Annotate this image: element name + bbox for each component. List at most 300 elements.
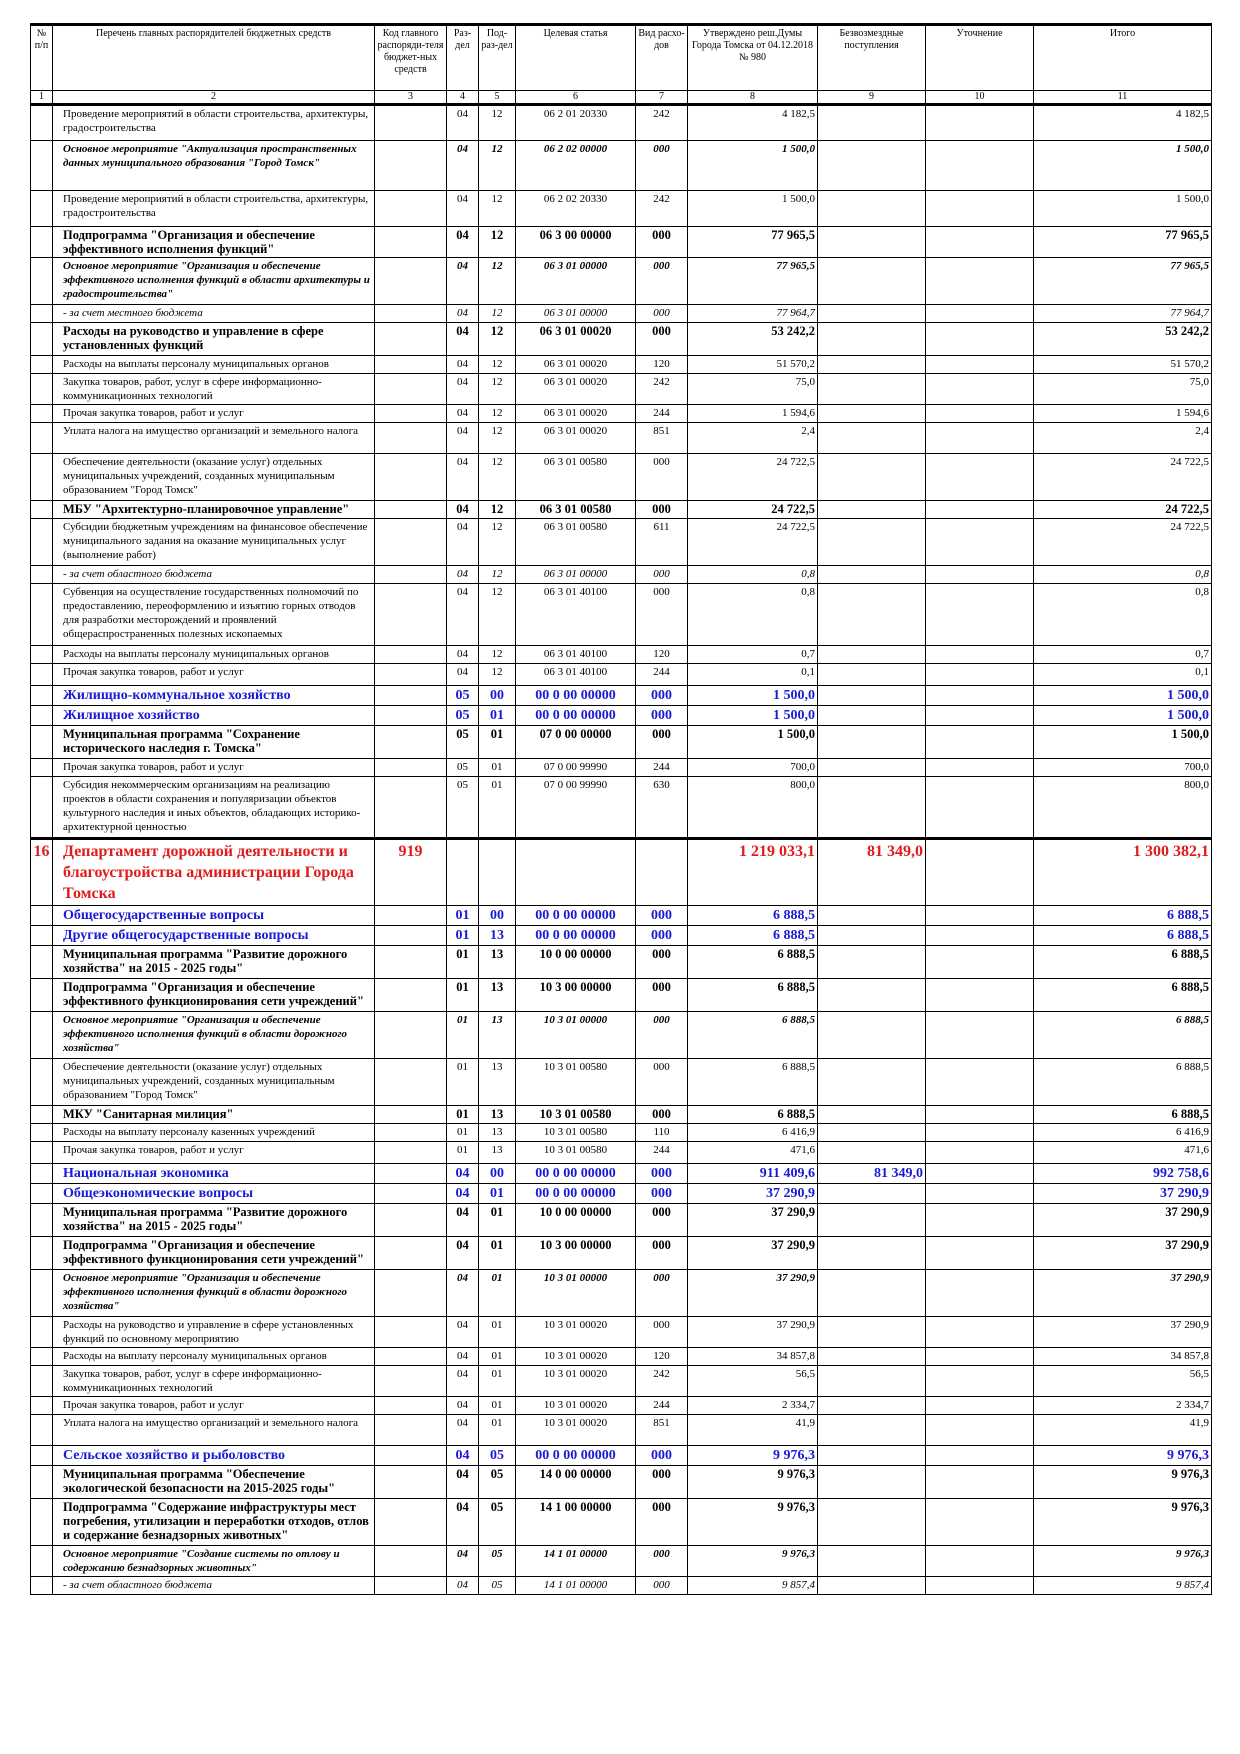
subsection-code: 01 bbox=[479, 759, 516, 777]
gr-code bbox=[375, 1237, 447, 1270]
approved-amount: 6 888,5 bbox=[688, 1012, 818, 1059]
subsection-code: 01 bbox=[479, 1366, 516, 1397]
gr-code bbox=[375, 646, 447, 664]
adjustment-amount bbox=[926, 423, 1034, 454]
adjustment-amount bbox=[926, 1124, 1034, 1142]
row-name: Прочая закупка товаров, работ и услуг bbox=[53, 405, 375, 423]
expense-type: 000 bbox=[636, 323, 688, 356]
adjustment-amount bbox=[926, 258, 1034, 305]
approved-amount: 9 976,3 bbox=[688, 1466, 818, 1499]
row-number bbox=[31, 105, 53, 141]
table-row bbox=[31, 519, 1212, 566]
row-name: Основное мероприятие "Актуализация пространственных данных муниципального образования "Город Томск" bbox=[53, 141, 375, 191]
section-code: 04 bbox=[447, 1204, 479, 1237]
section-code: 04 bbox=[447, 191, 479, 227]
subsection-code: 12 bbox=[479, 566, 516, 584]
expense-type: 611 bbox=[636, 519, 688, 566]
table-row bbox=[31, 1446, 1212, 1466]
row-name: Департамент дорожной деятельности и благоустройства администрации Города Томска bbox=[53, 839, 375, 906]
expense-type: 242 bbox=[636, 1366, 688, 1397]
total-amount: 37 290,9 bbox=[1034, 1317, 1212, 1348]
expense-type: 630 bbox=[636, 777, 688, 839]
row-number bbox=[31, 1237, 53, 1270]
grant-amount bbox=[818, 1577, 926, 1595]
approved-amount: 75,0 bbox=[688, 374, 818, 405]
column-number: 3 bbox=[375, 91, 447, 105]
row-number bbox=[31, 1106, 53, 1124]
grant-amount bbox=[818, 1466, 926, 1499]
expense-type: 244 bbox=[636, 759, 688, 777]
total-amount: 9 976,3 bbox=[1034, 1446, 1212, 1466]
expense-type: 000 bbox=[636, 1577, 688, 1595]
subsection-code: 12 bbox=[479, 105, 516, 141]
target-article: 10 3 01 00020 bbox=[516, 1317, 636, 1348]
gr-code bbox=[375, 686, 447, 706]
approved-amount: 1 500,0 bbox=[688, 191, 818, 227]
row-number bbox=[31, 356, 53, 374]
approved-amount: 34 857,8 bbox=[688, 1348, 818, 1366]
target-article bbox=[516, 839, 636, 906]
section-code: 01 bbox=[447, 926, 479, 946]
subsection-code: 01 bbox=[479, 706, 516, 726]
row-name: Основное мероприятие "Создание системы по отлову и содержанию безнадзорных животных" bbox=[53, 1546, 375, 1577]
grant-amount bbox=[818, 1446, 926, 1466]
target-article: 14 1 00 00000 bbox=[516, 1499, 636, 1546]
section-code: 04 bbox=[447, 1317, 479, 1348]
row-number bbox=[31, 584, 53, 646]
header-cell: Безвозмездные поступления bbox=[818, 25, 926, 91]
header-cell: № п/п bbox=[31, 25, 53, 91]
subsection-code: 01 bbox=[479, 1184, 516, 1204]
adjustment-amount bbox=[926, 105, 1034, 141]
expense-type: 000 bbox=[636, 566, 688, 584]
grant-amount bbox=[818, 227, 926, 258]
target-article: 10 0 00 00000 bbox=[516, 946, 636, 979]
subsection-code bbox=[479, 839, 516, 906]
gr-code bbox=[375, 258, 447, 305]
section-code: 05 bbox=[447, 706, 479, 726]
table-row bbox=[31, 1466, 1212, 1499]
target-article: 06 3 01 00580 bbox=[516, 501, 636, 519]
section-code: 04 bbox=[447, 323, 479, 356]
row-name: Основное мероприятие "Организация и обеспечение эффективного исполнения функций в области дорожного хозяйства" bbox=[53, 1270, 375, 1317]
total-amount: 77 965,5 bbox=[1034, 227, 1212, 258]
row-number bbox=[31, 1546, 53, 1577]
section-code: 04 bbox=[447, 105, 479, 141]
expense-type: 000 bbox=[636, 454, 688, 501]
row-name: Обеспечение деятельности (оказание услуг) отдельных муниципальных учреждений, созданных муниципальным образованием "Город Томск" bbox=[53, 454, 375, 501]
target-article: 00 0 00 00000 bbox=[516, 1164, 636, 1184]
subsection-code: 12 bbox=[479, 519, 516, 566]
section-code: 04 bbox=[447, 227, 479, 258]
total-amount: 6 888,5 bbox=[1034, 926, 1212, 946]
adjustment-amount bbox=[926, 566, 1034, 584]
table-row bbox=[31, 105, 1212, 141]
grant-amount bbox=[818, 664, 926, 686]
target-article: 10 0 00 00000 bbox=[516, 1204, 636, 1237]
subsection-code: 01 bbox=[479, 1204, 516, 1237]
row-name: Уплата налога на имущество организаций и земельного налога bbox=[53, 1415, 375, 1446]
row-name: Расходы на руководство и управление в сфере установленных функций bbox=[53, 323, 375, 356]
gr-code bbox=[375, 1317, 447, 1348]
grant-amount bbox=[818, 141, 926, 191]
expense-type: 242 bbox=[636, 374, 688, 405]
row-number bbox=[31, 454, 53, 501]
grant-amount bbox=[818, 686, 926, 706]
table-row bbox=[31, 1237, 1212, 1270]
subsection-code: 13 bbox=[479, 1142, 516, 1164]
column-number: 9 bbox=[818, 91, 926, 105]
target-article: 10 3 00 00000 bbox=[516, 1237, 636, 1270]
approved-amount: 1 500,0 bbox=[688, 686, 818, 706]
adjustment-amount bbox=[926, 726, 1034, 759]
expense-type: 120 bbox=[636, 1348, 688, 1366]
table-row bbox=[31, 227, 1212, 258]
row-number bbox=[31, 1577, 53, 1595]
section-code: 04 bbox=[447, 141, 479, 191]
grant-amount bbox=[818, 1124, 926, 1142]
row-number bbox=[31, 946, 53, 979]
budget-table-sheet bbox=[30, 23, 1211, 1595]
expense-type: 000 bbox=[636, 1012, 688, 1059]
total-amount: 1 500,0 bbox=[1034, 686, 1212, 706]
expense-type: 000 bbox=[636, 1184, 688, 1204]
target-article: 06 3 01 40100 bbox=[516, 584, 636, 646]
subsection-code: 00 bbox=[479, 906, 516, 926]
gr-code bbox=[375, 1164, 447, 1184]
row-name: МБУ "Архитектурно-планировочное управление" bbox=[53, 501, 375, 519]
target-article: 00 0 00 00000 bbox=[516, 926, 636, 946]
table-row bbox=[31, 454, 1212, 501]
approved-amount: 77 965,5 bbox=[688, 258, 818, 305]
gr-code bbox=[375, 191, 447, 227]
approved-amount: 1 500,0 bbox=[688, 141, 818, 191]
section-code: 04 bbox=[447, 405, 479, 423]
grant-amount bbox=[818, 1397, 926, 1415]
adjustment-amount bbox=[926, 191, 1034, 227]
table-row bbox=[31, 191, 1212, 227]
row-number bbox=[31, 1012, 53, 1059]
gr-code bbox=[375, 423, 447, 454]
table-row bbox=[31, 906, 1212, 926]
table-row bbox=[31, 759, 1212, 777]
adjustment-amount bbox=[926, 979, 1034, 1012]
section-code: 01 bbox=[447, 979, 479, 1012]
table-row bbox=[31, 305, 1212, 323]
row-name: Проведение мероприятий в области строительства, архитектуры, градостроительства bbox=[53, 191, 375, 227]
expense-type: 000 bbox=[636, 501, 688, 519]
target-article: 00 0 00 00000 bbox=[516, 686, 636, 706]
gr-code bbox=[375, 566, 447, 584]
table-row bbox=[31, 258, 1212, 305]
total-amount: 6 888,5 bbox=[1034, 1059, 1212, 1106]
grant-amount bbox=[818, 946, 926, 979]
gr-code bbox=[375, 1366, 447, 1397]
target-article: 10 3 01 00020 bbox=[516, 1397, 636, 1415]
approved-amount: 0,1 bbox=[688, 664, 818, 686]
total-amount: 6 888,5 bbox=[1034, 1106, 1212, 1124]
section-code: 04 bbox=[447, 1415, 479, 1446]
header-cell: Перечень главных распорядителей бюджетных средств bbox=[53, 25, 375, 91]
section-code: 04 bbox=[447, 584, 479, 646]
expense-type bbox=[636, 839, 688, 906]
total-amount: 9 857,4 bbox=[1034, 1577, 1212, 1595]
gr-code bbox=[375, 946, 447, 979]
subsection-code: 13 bbox=[479, 946, 516, 979]
subsection-code: 00 bbox=[479, 1164, 516, 1184]
grant-amount bbox=[818, 1317, 926, 1348]
row-number bbox=[31, 191, 53, 227]
adjustment-amount bbox=[926, 906, 1034, 926]
total-amount: 2,4 bbox=[1034, 423, 1212, 454]
approved-amount: 6 888,5 bbox=[688, 979, 818, 1012]
section-code: 04 bbox=[447, 1466, 479, 1499]
adjustment-amount bbox=[926, 1106, 1034, 1124]
total-amount: 24 722,5 bbox=[1034, 519, 1212, 566]
subsection-code: 12 bbox=[479, 227, 516, 258]
adjustment-amount bbox=[926, 1237, 1034, 1270]
row-number bbox=[31, 726, 53, 759]
subsection-code: 13 bbox=[479, 926, 516, 946]
adjustment-amount bbox=[926, 1499, 1034, 1546]
adjustment-amount bbox=[926, 501, 1034, 519]
row-name: Основное мероприятие "Организация и обеспечение эффективного исполнения функций в области архитектуры и градостроительства" bbox=[53, 258, 375, 305]
section-code: 04 bbox=[447, 305, 479, 323]
total-amount: 37 290,9 bbox=[1034, 1184, 1212, 1204]
table-row bbox=[31, 584, 1212, 646]
grant-amount bbox=[818, 584, 926, 646]
section-code: 01 bbox=[447, 906, 479, 926]
total-amount: 800,0 bbox=[1034, 777, 1212, 839]
total-amount: 6 416,9 bbox=[1034, 1124, 1212, 1142]
row-name: Муниципальная программа "Сохранение исторического наследия г. Томска" bbox=[53, 726, 375, 759]
section-code: 04 bbox=[447, 374, 479, 405]
approved-amount: 1 219 033,1 bbox=[688, 839, 818, 906]
row-name: Прочая закупка товаров, работ и услуг bbox=[53, 759, 375, 777]
grant-amount bbox=[818, 759, 926, 777]
grant-amount bbox=[818, 1415, 926, 1446]
grant-amount bbox=[818, 258, 926, 305]
grant-amount bbox=[818, 1012, 926, 1059]
expense-type: 000 bbox=[636, 1317, 688, 1348]
row-name: Расходы на руководство и управление в сфере установленных функций по основному мероприятию bbox=[53, 1317, 375, 1348]
target-article: 06 3 01 00580 bbox=[516, 454, 636, 501]
approved-amount: 24 722,5 bbox=[688, 519, 818, 566]
total-amount: 1 500,0 bbox=[1034, 191, 1212, 227]
header-cell: Утверждено реш.Думы Города Томска от 04.12.2018 № 980 bbox=[688, 25, 818, 91]
row-name: Подпрограмма "Организация и обеспечение эффективного функционирования сети учреждений" bbox=[53, 1237, 375, 1270]
approved-amount: 24 722,5 bbox=[688, 454, 818, 501]
row-number bbox=[31, 759, 53, 777]
gr-code bbox=[375, 323, 447, 356]
row-name: - за счет местного бюджета bbox=[53, 305, 375, 323]
approved-amount: 37 290,9 bbox=[688, 1237, 818, 1270]
section-code: 01 bbox=[447, 1106, 479, 1124]
row-name: Сельское хозяйство и рыболовство bbox=[53, 1446, 375, 1466]
grant-amount bbox=[818, 374, 926, 405]
gr-code bbox=[375, 1466, 447, 1499]
section-code: 01 bbox=[447, 946, 479, 979]
section-code: 04 bbox=[447, 664, 479, 686]
approved-amount: 37 290,9 bbox=[688, 1204, 818, 1237]
column-number: 7 bbox=[636, 91, 688, 105]
target-article: 10 3 01 00580 bbox=[516, 1106, 636, 1124]
grant-amount bbox=[818, 1348, 926, 1366]
expense-type: 244 bbox=[636, 405, 688, 423]
subsection-code: 13 bbox=[479, 1059, 516, 1106]
header-row bbox=[31, 25, 1212, 91]
row-name: Подпрограмма "Организация и обеспечение эффективного исполнения функций" bbox=[53, 227, 375, 258]
row-name: - за счет областного бюджета bbox=[53, 566, 375, 584]
subsection-code: 13 bbox=[479, 1124, 516, 1142]
row-number bbox=[31, 423, 53, 454]
row-number bbox=[31, 1164, 53, 1184]
approved-amount: 9 857,4 bbox=[688, 1577, 818, 1595]
adjustment-amount bbox=[926, 1577, 1034, 1595]
expense-type: 000 bbox=[636, 1164, 688, 1184]
total-amount: 41,9 bbox=[1034, 1415, 1212, 1446]
row-number bbox=[31, 1184, 53, 1204]
row-name: Расходы на выплату персоналу казенных учреждений bbox=[53, 1124, 375, 1142]
gr-code bbox=[375, 584, 447, 646]
table-row bbox=[31, 1415, 1212, 1446]
total-amount: 1 300 382,1 bbox=[1034, 839, 1212, 906]
total-amount: 56,5 bbox=[1034, 1366, 1212, 1397]
table-row bbox=[31, 1546, 1212, 1577]
expense-type: 000 bbox=[636, 926, 688, 946]
gr-code bbox=[375, 105, 447, 141]
approved-amount: 24 722,5 bbox=[688, 501, 818, 519]
table-row bbox=[31, 1270, 1212, 1317]
adjustment-amount bbox=[926, 646, 1034, 664]
row-number bbox=[31, 1124, 53, 1142]
subsection-code: 12 bbox=[479, 454, 516, 501]
total-amount: 1 500,0 bbox=[1034, 141, 1212, 191]
section-code: 05 bbox=[447, 759, 479, 777]
section-code: 04 bbox=[447, 1446, 479, 1466]
grant-amount bbox=[818, 1059, 926, 1106]
row-name: Другие общегосударственные вопросы bbox=[53, 926, 375, 946]
approved-amount: 9 976,3 bbox=[688, 1446, 818, 1466]
row-number bbox=[31, 258, 53, 305]
gr-code bbox=[375, 1012, 447, 1059]
grant-amount bbox=[818, 323, 926, 356]
row-number bbox=[31, 1366, 53, 1397]
total-amount: 53 242,2 bbox=[1034, 323, 1212, 356]
grant-amount bbox=[818, 356, 926, 374]
expense-type: 000 bbox=[636, 305, 688, 323]
subsection-code: 05 bbox=[479, 1446, 516, 1466]
grant-amount bbox=[818, 979, 926, 1012]
gr-code bbox=[375, 374, 447, 405]
grant-amount bbox=[818, 1184, 926, 1204]
grant-amount bbox=[818, 501, 926, 519]
target-article: 10 3 01 00580 bbox=[516, 1142, 636, 1164]
table-row bbox=[31, 1106, 1212, 1124]
total-amount: 37 290,9 bbox=[1034, 1270, 1212, 1317]
table-row bbox=[31, 501, 1212, 519]
adjustment-amount bbox=[926, 1397, 1034, 1415]
section-code: 04 bbox=[447, 1499, 479, 1546]
adjustment-amount bbox=[926, 946, 1034, 979]
column-number: 8 bbox=[688, 91, 818, 105]
subsection-code: 01 bbox=[479, 1237, 516, 1270]
target-article: 06 3 01 40100 bbox=[516, 646, 636, 664]
grant-amount: 81 349,0 bbox=[818, 839, 926, 906]
table-row bbox=[31, 726, 1212, 759]
total-amount: 0,1 bbox=[1034, 664, 1212, 686]
row-name: Общеэкономические вопросы bbox=[53, 1184, 375, 1204]
approved-amount: 471,6 bbox=[688, 1142, 818, 1164]
row-number bbox=[31, 1446, 53, 1466]
gr-code: 919 bbox=[375, 839, 447, 906]
target-article: 06 3 01 00000 bbox=[516, 566, 636, 584]
target-article: 10 3 01 00000 bbox=[516, 1012, 636, 1059]
gr-code bbox=[375, 664, 447, 686]
expense-type: 120 bbox=[636, 356, 688, 374]
expense-type: 000 bbox=[636, 1059, 688, 1106]
section-code: 04 bbox=[447, 1184, 479, 1204]
grant-amount bbox=[818, 423, 926, 454]
target-article: 06 3 01 00580 bbox=[516, 519, 636, 566]
row-name: Подпрограмма "Содержание инфраструктуры мест погребения, утилизации и переработки отходов, отлов и содержание безнадзорных животных" bbox=[53, 1499, 375, 1546]
subsection-code: 01 bbox=[479, 777, 516, 839]
row-number bbox=[31, 1317, 53, 1348]
target-article: 07 0 00 99990 bbox=[516, 759, 636, 777]
grant-amount bbox=[818, 906, 926, 926]
table-row bbox=[31, 566, 1212, 584]
adjustment-amount bbox=[926, 1348, 1034, 1366]
total-amount: 0,8 bbox=[1034, 566, 1212, 584]
adjustment-amount bbox=[926, 405, 1034, 423]
approved-amount: 2,4 bbox=[688, 423, 818, 454]
adjustment-amount bbox=[926, 1446, 1034, 1466]
header-cell: Целевая статья bbox=[516, 25, 636, 91]
expense-type: 000 bbox=[636, 906, 688, 926]
grant-amount bbox=[818, 1499, 926, 1546]
grant-amount bbox=[818, 726, 926, 759]
gr-code bbox=[375, 405, 447, 423]
row-name: Основное мероприятие "Организация и обеспечение эффективного исполнения функций в области дорожного хозяйства" bbox=[53, 1012, 375, 1059]
total-amount: 34 857,8 bbox=[1034, 1348, 1212, 1366]
table-row bbox=[31, 141, 1212, 191]
row-name: Подпрограмма "Организация и обеспечение эффективного функционирования сети учреждений" bbox=[53, 979, 375, 1012]
section-code: 04 bbox=[447, 454, 479, 501]
row-number bbox=[31, 141, 53, 191]
subsection-code: 12 bbox=[479, 374, 516, 405]
row-name: Закупка товаров, работ, услуг в сфере информационно-коммуникационных технологий bbox=[53, 1366, 375, 1397]
expense-type: 000 bbox=[636, 706, 688, 726]
total-amount: 1 500,0 bbox=[1034, 726, 1212, 759]
section-code: 04 bbox=[447, 1348, 479, 1366]
adjustment-amount bbox=[926, 584, 1034, 646]
adjustment-amount bbox=[926, 839, 1034, 906]
gr-code bbox=[375, 706, 447, 726]
approved-amount: 41,9 bbox=[688, 1415, 818, 1446]
adjustment-amount bbox=[926, 1317, 1034, 1348]
target-article: 10 3 01 00580 bbox=[516, 1124, 636, 1142]
approved-amount: 1 594,6 bbox=[688, 405, 818, 423]
subsection-code: 05 bbox=[479, 1546, 516, 1577]
section-code: 04 bbox=[447, 1397, 479, 1415]
subsection-code: 12 bbox=[479, 258, 516, 305]
expense-type: 000 bbox=[636, 141, 688, 191]
table-row bbox=[31, 1577, 1212, 1595]
approved-amount: 37 290,9 bbox=[688, 1317, 818, 1348]
section-code: 04 bbox=[447, 501, 479, 519]
approved-amount: 700,0 bbox=[688, 759, 818, 777]
section-code: 04 bbox=[447, 1546, 479, 1577]
